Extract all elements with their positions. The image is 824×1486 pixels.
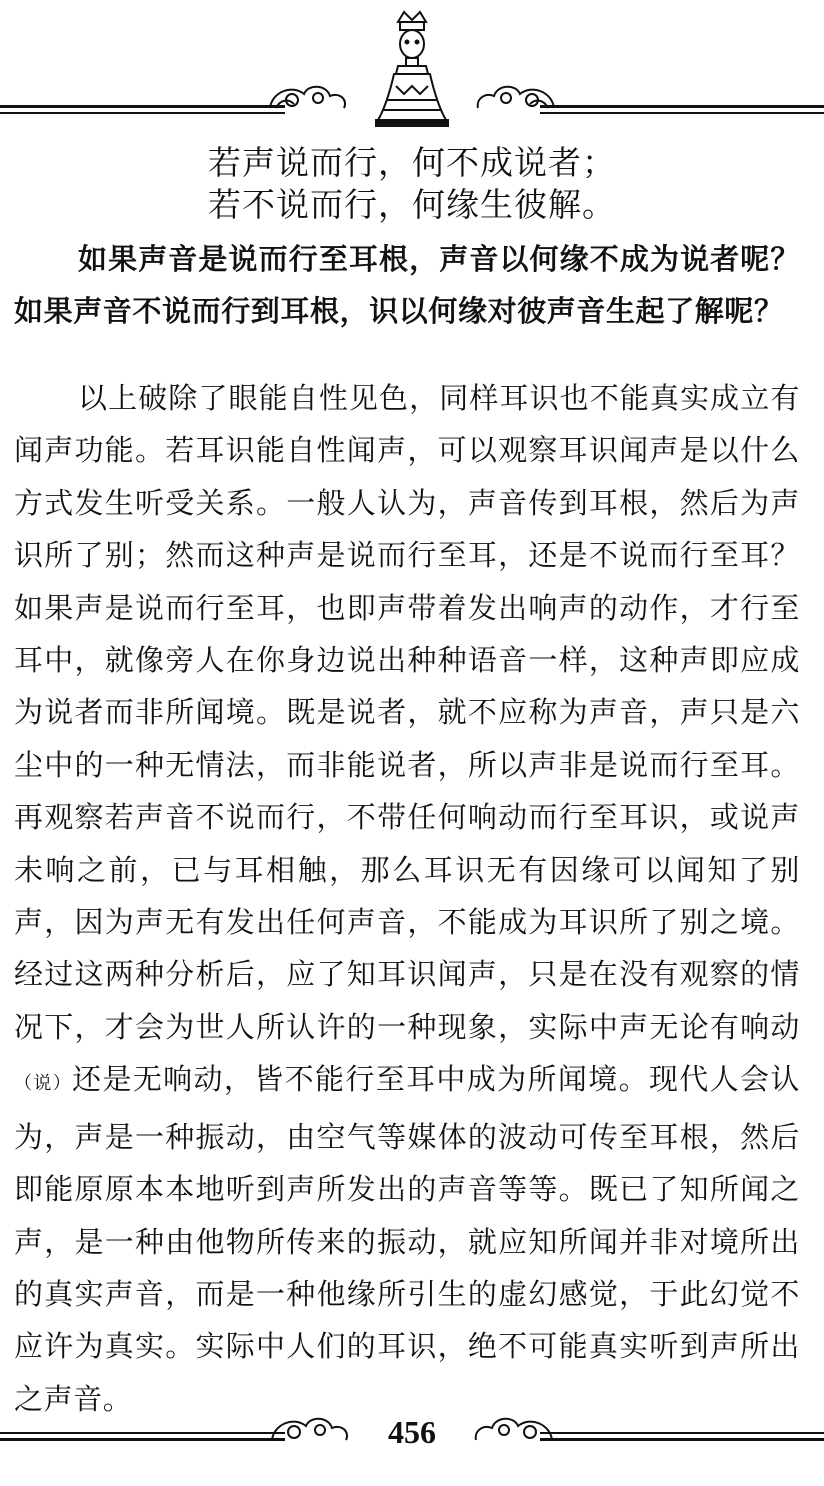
page-number: 456 (388, 1414, 436, 1450)
commentary-note: （说） (14, 1073, 73, 1095)
verse-line-2: 若不说而行，何缘生彼解。 (208, 185, 616, 224)
commentary-paragraph (14, 372, 800, 1425)
header-rule-right (540, 105, 824, 114)
bell-vajra-icon (376, 12, 448, 126)
header-rule-left (0, 105, 285, 114)
commentary-text-part2: 还是无响动，皆不能行至耳中成为所闻境。现代人会认为，声是一种振动，由空气等媒体的波动可传至耳根，然后即能原原本本地听到声所发出的声音等等。既已了知所闻之声，是一种由他物所传来的振动，就应知所闻并非对境所出的真实声音，而是一种他缘所引生的虚幻感觉，于此幻觉不应许为真实。实际中人们的耳识，绝不可能真实听到声所出之声音。 (14, 1062, 800, 1416)
footer-rule-left (0, 1432, 285, 1441)
verse-line-1: 若声说而行，何不成说者； (208, 143, 616, 182)
commentary-text-part1: 以上破除了眼能自性见色，同样耳识也不能真实成立有闻声功能。若耳识能自性闻声，可以观察耳识闻声是以什么方式发生听受关系。一般人认为，声音传到耳根，然后为声识所了别；然而这种声是说而行至耳，还是不说而行至耳？如果声是说而行至耳，也即声带着发出响声的动作，才行至耳中，就像旁人在你身边说出种种语音一样，这种声即应成为说者而非所闻境。既是说者，就不应称为声音，声只是六尘中的一种无情法，而非能说者，所以声非是说而行至耳。再观察若声音不说而行，不带任何响动而行至耳识，或说声未响之前，已与耳相触，那么耳识无有因缘可以闻知了别声，因为声无有发出任何声音，不能成为耳识所了别之境。经过这两种分析后，应了知耳识闻声，只是在没有观察的情况下，才会为世人所认许的一种现象，实际中声无论有响动 (14, 381, 800, 1044)
footer-rule-right (540, 1432, 824, 1441)
cloud-scroll-icon (272, 1419, 347, 1440)
cloud-scroll-icon (270, 87, 345, 108)
translation-paragraph: 如果声音是说而行至耳根，声音以何缘不成为说者呢？如果声音不说而行到耳根，识以何缘对彼声音生起了解呢？ (14, 242, 800, 328)
cloud-scroll-icon (476, 1419, 552, 1440)
cloud-scroll-icon (478, 87, 554, 108)
page-header (0, 0, 824, 135)
header-ornament (0, 0, 824, 135)
